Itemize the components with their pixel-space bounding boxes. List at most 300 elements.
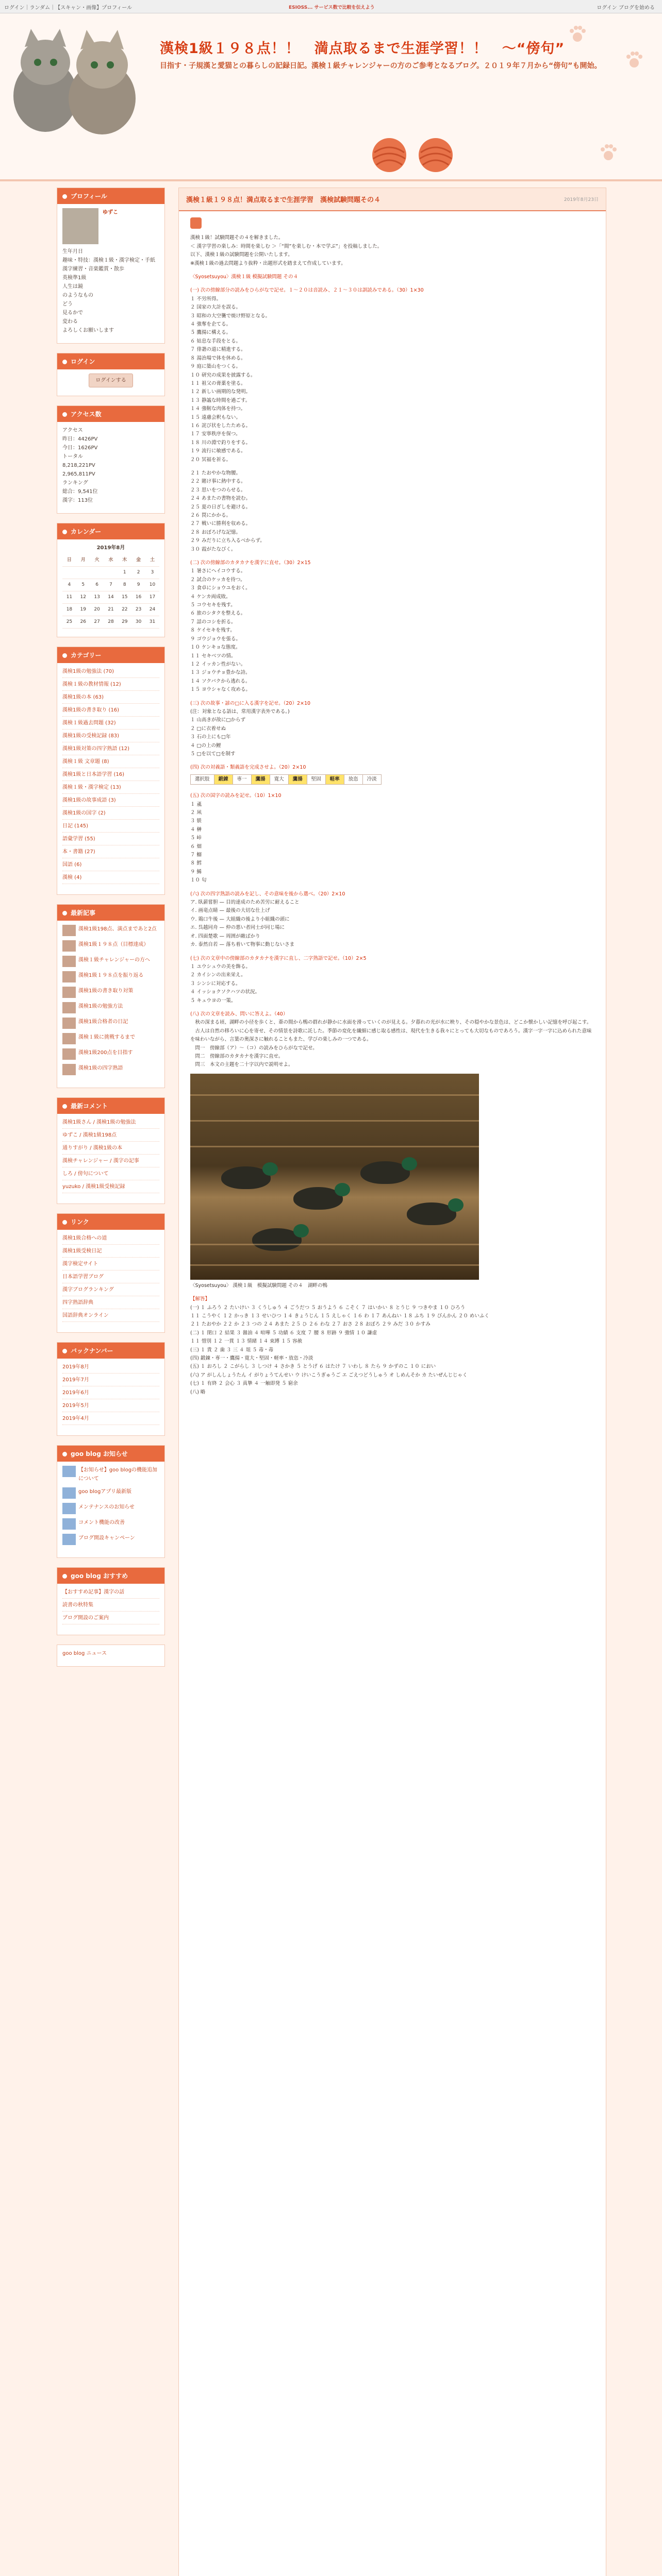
- question-note: (注：対象となる語は、常用漢字表外である。): [190, 708, 290, 715]
- recent-article-title[interactable]: 漢検1級の書き取り対策: [78, 988, 134, 994]
- calendar-day[interactable]: 22: [118, 604, 131, 616]
- avatar[interactable]: [62, 208, 98, 244]
- question-item: ９ 庭に築山をつくる。: [190, 364, 241, 370]
- profile-line: のようなもの: [62, 293, 93, 298]
- login-box: [57, 353, 165, 396]
- calendar-day[interactable]: 16: [131, 591, 145, 604]
- intro-line: 以下、漢検１級の試験問題を公開いたします。: [190, 252, 293, 258]
- recent-article-title[interactable]: 漢検1級の勉強方法: [78, 1004, 123, 1009]
- paw-icon: [567, 24, 588, 44]
- question-item: １６ 詫び状をしたためる。: [190, 422, 251, 429]
- question-item: ４ ケンカ両成敗。: [190, 594, 231, 600]
- calendar-day[interactable]: 11: [62, 591, 76, 604]
- goo-news-item[interactable]: [62, 1518, 159, 1530]
- choice-cell: 軽率: [325, 774, 344, 784]
- passage-paragraph: 問一 傍線部（ア）～（コ）の読みをひらがなで記せ。: [190, 1045, 318, 1051]
- calendar-day[interactable]: 4: [62, 579, 76, 591]
- question-item: １ 山高きが故に□からず: [190, 717, 245, 723]
- goo-osusume-heading: goo blog おすすめ: [57, 1568, 164, 1584]
- link-item[interactable]: 漢検1級合格への道: [62, 1234, 159, 1245]
- calendar-day[interactable]: 18: [62, 604, 76, 616]
- goo-news-title[interactable]: 【お知らせ】goo blogの機能追加について: [78, 1467, 158, 1482]
- question-item: ９ 鯑: [190, 869, 202, 875]
- question-item: ２ 試合のケッカを待つ。: [190, 577, 245, 583]
- profile-heading: プロフィール: [57, 188, 164, 204]
- answer-line: １１ こうやく １２ かっき １３ せいひつ １４ きょうじん １５ えしゃく １６ わ １７ あんねい １８ ふち １９ びんかん ２０ めいふく: [190, 1313, 489, 1319]
- calendar-day[interactable]: 21: [104, 604, 118, 616]
- archive-item[interactable]: 2019年6月: [62, 1388, 159, 1399]
- gooblog-footer-box: [57, 1645, 165, 1667]
- intro-line: ＜ 漢字学習の楽しみ：時間を楽しむ ＞「“間”を楽しむ・本で学ぶ”」を投稿しました。: [190, 243, 383, 249]
- article-thumbnail[interactable]: [62, 925, 76, 936]
- water-reflection: [190, 1146, 479, 1147]
- question-item: ２ 凩: [190, 810, 202, 816]
- question-title: (五) 次の国字の読みを記せ。（10）1×10: [190, 793, 282, 799]
- question-item: ８ 鱈: [190, 860, 202, 867]
- article-thumbnail[interactable]: [62, 1048, 76, 1060]
- category-item[interactable]: 漢検1級の本 (63): [62, 693, 159, 704]
- question-item: １２ イッカン性がない。: [190, 661, 246, 667]
- duck-shape: [221, 1166, 271, 1189]
- category-item[interactable]: 漢検１級の教材情報 (12): [62, 680, 159, 691]
- calendar-day[interactable]: 26: [76, 616, 90, 629]
- intro-line: ※漢検１級の過去問題より抜粋・出題形式を踏まえて作成しています。: [190, 260, 346, 266]
- duck-shape: [360, 1161, 410, 1184]
- answer-line: ２１ たおやか ２２ か ２３ つの ２４ あまた ２５ ひ ２６ わな ２７ おさ ２８ おぼろ ２９ みだ ３０ かすみ: [190, 1321, 431, 1328]
- calendar-day[interactable]: 19: [76, 604, 90, 616]
- question-item: １８ 川の淵で釣りをする。: [190, 439, 251, 446]
- article-thumbnail[interactable]: [62, 1002, 76, 1013]
- question-item: ６ 旅のシタクを整える。: [190, 611, 246, 617]
- calendar-day[interactable]: 25: [62, 616, 76, 629]
- category-item[interactable]: 漢検1級の勉強法 (70): [62, 667, 159, 678]
- calendar-box: [57, 523, 165, 637]
- calendar-day[interactable]: 7: [104, 579, 118, 591]
- access-box: [57, 405, 165, 514]
- section-title: 〈Syosetsuyou〉漢検１級 模擬試験問題 その４: [190, 274, 298, 280]
- question-item: ５ コウセキを残す。: [190, 602, 236, 608]
- category-item[interactable]: 漢検1級の書き取り (16): [62, 706, 159, 717]
- access-row: 8,218,221PV: [62, 463, 95, 468]
- question-item: ウ. 鶏口牛後 — 大組織の後より小組織の頭に: [190, 916, 290, 922]
- link-item[interactable]: 漢字ブログランキング: [62, 1285, 159, 1296]
- weekday-label: 土: [145, 554, 159, 567]
- goo-osusume-item[interactable]: ブログ開設のご案内: [62, 1614, 159, 1624]
- news-thumbnail[interactable]: [62, 1466, 76, 1477]
- question-item: ３ 昭和の大空襲で焼け野原となる。: [190, 313, 271, 319]
- question-item: ３０ 霞がたなびく。: [190, 546, 236, 552]
- passage-paragraph: 問二 傍線部のカタカナを漢字に直せ。: [190, 1053, 284, 1059]
- login-heading: ログイン: [57, 353, 164, 369]
- calendar-day: [62, 567, 76, 579]
- toolbar-announcement[interactable]: ESIOSS... サービス数で比較を伝えよう: [289, 5, 375, 10]
- calendar-day[interactable]: 1: [118, 567, 131, 579]
- access-heading: アクセス数: [57, 406, 164, 422]
- choices-label: 選択肢: [191, 774, 214, 784]
- news-thumbnail[interactable]: [62, 1503, 76, 1514]
- category-item[interactable]: 本・書籍 (27): [62, 848, 159, 858]
- access-row: 今日：1626PV: [62, 445, 98, 451]
- recent-article-title[interactable]: 漢検1級１９８点（目標達成）: [78, 942, 149, 947]
- choice-cell: 専一: [233, 774, 251, 784]
- recent-articles-list: [57, 921, 164, 1083]
- question-title: (六) 次の四字熟語の読みを記し、その意味を後から選べ。（20）2×10: [190, 891, 345, 897]
- archives-heading: バックナンバー: [57, 1343, 164, 1359]
- recent-article-item[interactable]: [62, 925, 159, 936]
- article-date: 2019年8月23日: [564, 197, 599, 202]
- profile-line: 趣味・特技：漢検１級・漢字検定・手紙漢字練習・音楽鑑賞・散歩: [62, 258, 155, 272]
- calendar-day[interactable]: 8: [118, 579, 131, 591]
- category-item[interactable]: 漢検 (4): [62, 873, 159, 884]
- calendar-day[interactable]: 9: [131, 579, 145, 591]
- recent-comment-item[interactable]: ゆずこ / 漢検1級198点: [62, 1131, 159, 1142]
- article-header: [179, 188, 606, 211]
- goo-news-box: [57, 1445, 165, 1558]
- goo-news-item[interactable]: [62, 1466, 159, 1483]
- answer-line: (四) 鍛錬・専一・鷹揚・寛大・堅固・軽率・放恣・冷淡: [190, 1355, 313, 1362]
- question-item: ９ ゴウジョウを張る。: [190, 636, 241, 642]
- article-thumbnail[interactable]: [62, 940, 76, 952]
- recent-article-item[interactable]: [62, 987, 159, 998]
- news-thumbnail[interactable]: [62, 1518, 76, 1530]
- blog-badge-icon: [190, 217, 202, 229]
- calendar-day[interactable]: 13: [90, 591, 104, 604]
- recent-comments-list: [57, 1114, 164, 1199]
- paw-icon: [624, 49, 644, 70]
- question-item: １９ 流行に敏感である。: [190, 448, 246, 454]
- archive-item[interactable]: 2019年8月: [62, 1363, 159, 1374]
- question-item: ８ 湯治場で体を休める。: [190, 355, 246, 361]
- weekday-label: 月: [76, 554, 90, 567]
- profile-line: どう: [62, 301, 73, 307]
- choices-table: [190, 774, 382, 785]
- goo-news-title[interactable]: コメント機能の改善: [78, 1520, 125, 1526]
- article-thumbnail[interactable]: [62, 987, 76, 998]
- goo-osusume-item[interactable]: 【おすすめ記事】漢字の話: [62, 1588, 159, 1599]
- goo-osusume-item[interactable]: 読書の秋特集: [62, 1601, 159, 1612]
- recent-article-title[interactable]: 漢検１級に挑戦するまで: [78, 1035, 135, 1040]
- question-item: エ. 呉越同舟 — 仲の悪い者同士が同じ場に: [190, 925, 285, 931]
- answer-line: (五) １ おろし ２ こがらし ３ しつけ ４ さかき ５ とうげ ６ はたけ ７ いわし ８ たら ９ かずのこ １０ におい: [190, 1364, 436, 1370]
- answer-line: (八) 略: [190, 1389, 206, 1395]
- question-item: ３ シンシに対応する。: [190, 980, 241, 987]
- question-item: ２３ 思いをつのらせる。: [190, 487, 246, 493]
- toolbar-login[interactable]: ログイン ブログを始める: [597, 5, 655, 11]
- recent-comment-item[interactable]: yuzuko / 漢検1級受検記録: [62, 1182, 159, 1193]
- photo-caption: 〈Syosetsuyou〉 漢検１級 模擬試験問題 その４ 湖畔の鴨: [190, 1282, 327, 1289]
- question-item: カ. 泰然自若 — 落ち着いて物事に動じないさま: [190, 942, 295, 948]
- recent-comments-box: [57, 1097, 165, 1204]
- question-item: ２８ おぼろげな記憶。: [190, 529, 241, 535]
- sidebar: [57, 188, 165, 1676]
- recent-article-item[interactable]: [62, 1018, 159, 1029]
- archive-item[interactable]: 2019年7月: [62, 1376, 159, 1386]
- question-title: (三) 次の故事・諺の□に入る漢字を記せ。（20）2×10: [190, 700, 311, 706]
- recent-article-item[interactable]: [62, 1064, 159, 1075]
- link-item[interactable]: 四字熟語辞典: [62, 1298, 159, 1309]
- article-thumbnail[interactable]: [62, 1033, 76, 1044]
- answer-line: (六) ア がしんしょうたん イ がりょうてんせい ウ けいこうぎゅうご エ ごえつどうしゅう オ しめんそか カ たいぜんじじゃく: [190, 1372, 468, 1378]
- category-item[interactable]: 漢検１級過去問題 (32): [62, 719, 159, 730]
- calendar-day[interactable]: 5: [76, 579, 90, 591]
- duck-shape: [293, 1187, 343, 1210]
- question-item: ３ 食卓にショウユをおく。: [190, 585, 251, 591]
- recent-comments-heading: 最新コメント: [57, 1098, 164, 1114]
- intro-line: 漢検１級！試験問題その４を解きました。: [190, 235, 284, 241]
- answer-line: (三) １ 貴 ２ 歯 ３ 三 ４ 俎 ５ 毒・毒: [190, 1347, 274, 1353]
- question-item: ア. 臥薪嘗胆 — 目的達成のため苦労に耐えること: [190, 900, 300, 906]
- category-item[interactable]: 漢検1級対策の四字熟語 (12): [62, 744, 159, 755]
- question-item: １４ ソクバクから逃れる。: [190, 678, 251, 684]
- access-row: 総合：9,541位: [62, 489, 98, 495]
- profile-line: 生年月日: [62, 249, 83, 255]
- question-title: (一) 次の傍線部分の読みをひらがなで記せ。１～２０は音読み、２１～３０は訓読みである。（30）1×30: [190, 287, 424, 294]
- recent-article-title[interactable]: 漢検1級１９８点を振り返る: [78, 973, 144, 978]
- calendar-day[interactable]: 31: [145, 616, 159, 629]
- answer-line: (一) １ ふろう ２ たいけい ３ くうしゅう ４ ごうだつ ５ おうよう ６ こそく ７ はいかい ８ とうじ ９ つきやま １０ ひろう: [190, 1304, 466, 1311]
- goo-news-title[interactable]: メンテナンスのお知らせ: [78, 1504, 135, 1510]
- category-item[interactable]: 語彙学習 (55): [62, 835, 159, 845]
- archives-box: [57, 1342, 165, 1436]
- category-item[interactable]: 漢検１級 文章題 (8): [62, 757, 159, 768]
- recent-article-title[interactable]: 漢検1級200点を目指す: [78, 1050, 133, 1056]
- question-item: ５ キュウヨの一策。: [190, 997, 236, 1004]
- calendar-day[interactable]: 15: [118, 591, 131, 604]
- question-item: １４ 強靭な肉体を持つ。: [190, 406, 246, 412]
- category-item[interactable]: 日記 (145): [62, 822, 159, 833]
- news-thumbnail[interactable]: [62, 1534, 76, 1545]
- calendar-day[interactable]: 3: [145, 567, 159, 579]
- yarn-ball-icon: [371, 137, 407, 173]
- question-item: １０ 研究の成果を披露する。: [190, 372, 256, 378]
- recent-comment-item[interactable]: しろ / 傍句について: [62, 1170, 159, 1180]
- question-item: ５ 鷹揚に構える。: [190, 330, 231, 336]
- question-item: ７ 俳諧の道に精進する。: [190, 347, 246, 353]
- goo-news-item[interactable]: [62, 1487, 159, 1499]
- recent-article-title[interactable]: 漢検１級チャレンジャーの方へ: [78, 957, 150, 963]
- question-item: ５ 峠: [190, 835, 202, 841]
- calendar-day[interactable]: 28: [104, 616, 118, 629]
- answers-title: 【解答】: [190, 1296, 210, 1302]
- toolbar-links[interactable]: ログイン｜ランダム｜【スキャン・画像】プロフィール: [4, 5, 133, 11]
- profile-text: [62, 247, 159, 335]
- category-item[interactable]: 漢検1級の国字 (2): [62, 809, 159, 820]
- article-thumbnail[interactable]: [62, 971, 76, 982]
- calendar-table: [62, 554, 159, 629]
- recent-article-item[interactable]: [62, 1033, 159, 1044]
- choice-cell: 鍛錬: [214, 774, 233, 784]
- weekday-label: 日: [62, 554, 76, 567]
- recent-comment-item[interactable]: 漢検チャレンジャー / 漢字の記事: [62, 1157, 159, 1167]
- calendar-day: [90, 567, 104, 579]
- article-thumbnail[interactable]: [62, 956, 76, 967]
- question-item: ４ □の上の鯉: [190, 742, 221, 749]
- calendar-day[interactable]: 14: [104, 591, 118, 604]
- recent-article-item[interactable]: [62, 940, 159, 952]
- calendar-day[interactable]: 2: [131, 567, 145, 579]
- answer-line: (二) １ 閉口 ２ 結果 ３ 醤油 ４ 喧嘩 ５ 功績 ６ 支度 ７ 腰 ８ 形跡 ９ 強情 １０ 謙虚: [190, 1330, 377, 1336]
- question-item: ４ イッショクソクハツの状況。: [190, 989, 260, 995]
- question-item: ２４ あまたの書物を読む。: [190, 496, 251, 502]
- access-row: 2,965,811PV: [62, 471, 95, 477]
- link-item[interactable]: 漢字検定サイト: [62, 1260, 159, 1270]
- question-item: １５ ヨウシャなく攻める。: [190, 687, 251, 693]
- categories-heading: カテゴリー: [57, 647, 164, 663]
- recent-article-title[interactable]: 漢検1級合格者の日記: [78, 1019, 128, 1025]
- profile-line: 人生は鏡: [62, 284, 83, 290]
- recent-article-item[interactable]: [62, 1002, 159, 1013]
- recent-article-title[interactable]: 漢検1級198点、満点まであと2点: [78, 926, 157, 932]
- goo-news-heading: goo blog お知らせ: [57, 1446, 164, 1462]
- archive-item[interactable]: 2019年5月: [62, 1401, 159, 1412]
- goo-news-item[interactable]: [62, 1503, 159, 1514]
- calendar-day[interactable]: 6: [90, 579, 104, 591]
- category-item[interactable]: 漢検1級の故事成語 (3): [62, 796, 159, 807]
- link-item[interactable]: 日本語学習ブログ: [62, 1273, 159, 1283]
- recent-article-item[interactable]: [62, 971, 159, 982]
- question-item: ４ 榊: [190, 826, 202, 833]
- paw-icon: [598, 142, 619, 163]
- question-item: ８ ケイセキを残す。: [190, 628, 235, 634]
- passage-paragraph: 秋の深まる頃、湖畔の小径を歩くと、葦の間から鴨の群れが静かに水面を滑っていくのが見える。夕暮れの光が水に映り、その穏やかな景色は、どこか懐かしい記憶を呼び起こす。: [190, 1020, 592, 1026]
- question-item: ２２ 賭け事に熱中する。: [190, 479, 246, 485]
- calendar-day: [76, 567, 90, 579]
- water-reflection: [190, 1264, 479, 1266]
- category-item[interactable]: 国語 (6): [62, 860, 159, 871]
- goo-osusume-box: [57, 1567, 165, 1635]
- choice-cell: 放恣: [344, 774, 362, 784]
- question-item: ７ 鰯: [190, 852, 202, 858]
- water-reflection: [190, 1244, 479, 1245]
- category-list: [57, 663, 164, 890]
- goo-news-title[interactable]: ブログ開設キャンペーン: [78, 1535, 135, 1541]
- question-item: ６ 姑息な手段をとる。: [190, 338, 241, 344]
- calendar-day[interactable]: 20: [90, 604, 104, 616]
- category-item[interactable]: 漢検１級・漢字検定 (13): [62, 783, 159, 794]
- question-item: ２５ 夏の日ざしを避ける。: [190, 504, 251, 510]
- question-item: １ ユウシュウの美を飾る。: [190, 963, 251, 970]
- recent-article-item[interactable]: [62, 1048, 159, 1060]
- passage-paragraph: 問三 本文の主題を二十字以内で説明せよ。: [190, 1062, 293, 1068]
- water-reflection: [190, 1094, 479, 1096]
- links-list: [57, 1230, 164, 1328]
- goo-news-title[interactable]: goo blogアプリ最新版: [78, 1489, 131, 1495]
- access-row: 漢字：113位: [62, 498, 93, 503]
- question-item: １３ 静謐な時間を過ごす。: [190, 397, 251, 403]
- recent-article-title[interactable]: 漢検1級の四字熟語: [78, 1065, 123, 1071]
- question-item: イ. 画竜点睛 — 最後の大切な仕上げ: [190, 908, 270, 914]
- duck-pond-photo[interactable]: [190, 1074, 479, 1280]
- question-item: ２７ 戦いに勝利を収める。: [190, 521, 251, 527]
- question-title: (八) 次の文章を読み、問いに答えよ。（40）: [190, 1011, 288, 1017]
- recent-article-item[interactable]: [62, 956, 159, 967]
- weekday-label: 金: [131, 554, 145, 567]
- archive-item[interactable]: 2019年4月: [62, 1414, 159, 1425]
- login-button[interactable]: ログインする: [89, 374, 133, 387]
- weekday-label: 木: [118, 554, 131, 567]
- news-thumbnail[interactable]: [62, 1487, 76, 1499]
- calendar-day[interactable]: 29: [118, 616, 131, 629]
- article-body: [179, 211, 606, 1403]
- blog-title[interactable]: 漢検1級１９８点！！ 満点取るまで生涯学習！！ ～“傍句”: [160, 41, 565, 57]
- calendar-day[interactable]: 27: [90, 616, 104, 629]
- question-title: (二) 次の傍線部のカタカナを漢字に直せ。（30）2×15: [190, 560, 311, 566]
- calendar-day: [104, 567, 118, 579]
- question-item: ５ □を以て□を制す: [190, 751, 236, 757]
- question-item: オ. 四面楚歌 — 周囲が敵ばかり: [190, 933, 260, 939]
- calendar-month: 2019年8月: [96, 545, 125, 551]
- category-item[interactable]: 漢検1級の受検記録 (83): [62, 732, 159, 742]
- calendar-day[interactable]: 30: [131, 616, 145, 629]
- calendar-day[interactable]: 23: [131, 604, 145, 616]
- profile-line: 英検準1級: [62, 275, 87, 281]
- question-item: ４ 強奪を企てる。: [190, 321, 231, 328]
- question-item: ６ 畑: [190, 843, 202, 850]
- calendar-day[interactable]: 24: [145, 604, 159, 616]
- goo-osusume-list: [57, 1584, 164, 1631]
- question-item: ２ カイシンの出来栄え。: [190, 972, 246, 978]
- access-row: アクセス: [62, 428, 83, 433]
- access-row: 昨日：4426PV: [62, 436, 98, 442]
- calendar-day[interactable]: 10: [145, 579, 159, 591]
- calendar-day[interactable]: 12: [76, 591, 90, 604]
- question-item: １ 颪: [190, 801, 202, 807]
- question-item: ２６ 罠にかかる。: [190, 513, 231, 518]
- article-thumbnail[interactable]: [62, 1064, 76, 1075]
- choice-cell: 鷹揚: [288, 774, 307, 784]
- profile-line: 見るかで: [62, 310, 83, 316]
- gooblog-news-link[interactable]: goo blog ニュース: [62, 1651, 107, 1656]
- profile-line: よろしくお願いします: [62, 328, 114, 333]
- article-thumbnail[interactable]: [62, 1018, 76, 1029]
- choice-cell: 堅固: [307, 774, 325, 784]
- category-item[interactable]: 漢検1級と日本語学習 (16): [62, 770, 159, 781]
- blog-description: 目指す・子規漢と愛猫との暮らしの記録日記。漢検１級チャレンジャーの方のご参考となるブログ。２０１９年７月から“傍句”も開始。: [160, 62, 602, 70]
- choice-cell: 冷淡: [362, 774, 381, 784]
- link-item[interactable]: 漢検1級受検日記: [62, 1247, 159, 1258]
- question-item: １３ ジョウチョ豊かな詩。: [190, 670, 251, 676]
- profile-name: ゆずこ: [103, 210, 118, 215]
- recent-comment-item[interactable]: 通りすがり / 漢検1級の本: [62, 1144, 159, 1155]
- link-item[interactable]: 国語辞典オンライン: [62, 1311, 159, 1322]
- question-item: ７ 話のコシを折る。: [190, 619, 236, 625]
- question-item: ２ 国家の大計を誤る。: [190, 304, 241, 311]
- calendar-heading: カレンダー: [57, 523, 164, 539]
- links-box: [57, 1213, 165, 1333]
- top-toolbar: [0, 0, 662, 13]
- question-title: (七) 次の文章中の傍線部のカタカナを漢字に直し、二字熟語で記せ。（10）2×5: [190, 955, 367, 961]
- archives-list: [57, 1359, 164, 1431]
- question-item: １７ 安寧秩序を保つ。: [190, 431, 241, 437]
- goo-news-list: [57, 1462, 164, 1553]
- question-item: １１ セキベツの情。: [190, 653, 236, 659]
- weekday-label: 火: [90, 554, 104, 567]
- question-item: ２９ みだりに立ち入るべからず。: [190, 538, 265, 544]
- links-heading: リンク: [57, 1214, 164, 1230]
- question-item: １５ 遠慮会釈もない。: [190, 414, 241, 420]
- answer-line: １１ 惜別 １２ 一貫 １３ 情緒 １４ 束縛 １５ 容赦: [190, 1338, 303, 1345]
- recent-comment-item[interactable]: 漢検1級さん / 漢検1級の勉強法: [62, 1118, 159, 1129]
- yarn-ball-icon: [418, 137, 454, 173]
- recent-articles-heading: 最新記事: [57, 905, 164, 921]
- duck-shape: [407, 1202, 456, 1225]
- question-item: ２ □に衣着せぬ: [190, 725, 226, 732]
- goo-news-item[interactable]: [62, 1534, 159, 1545]
- article-title[interactable]: 漢検１級１９８点！満点取るまで生涯学習 漢検試験問題その４: [186, 196, 381, 204]
- calendar-day[interactable]: 17: [145, 591, 159, 604]
- recent-articles-box: [57, 904, 165, 1088]
- access-row: ランキング: [62, 480, 88, 486]
